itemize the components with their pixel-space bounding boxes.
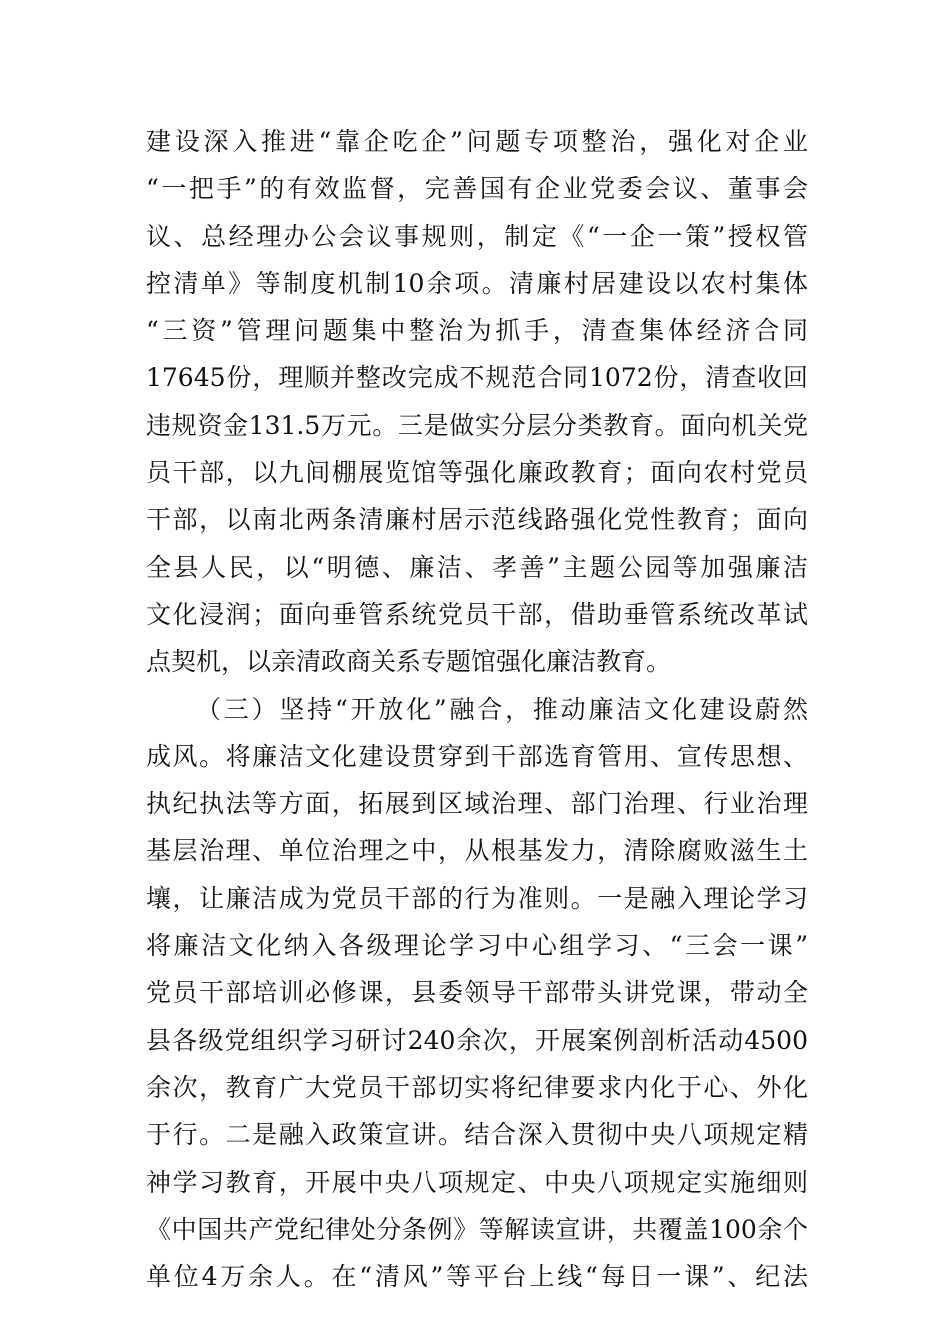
- text-line: “三资”管理问题集中整治为抓手，清查集体经济合同: [146, 316, 808, 346]
- text-line: 成风。将廉洁文化建设贯穿到干部选育管用、宣传思想、: [146, 741, 808, 771]
- text-line: “一把手”的有效监督，完善国有企业党委会议、董事会: [146, 174, 808, 204]
- text-line: 《中国共产党纪律处分条例》等解读宣讲，共覆盖100余个: [146, 1214, 808, 1244]
- text-line: 党员干部培训必修课，县委领导干部带头讲党课，带动全: [146, 978, 808, 1008]
- text-line: 议、总经理办公会议事规则，制定《“一企一策”授权管: [146, 221, 808, 251]
- text-line: 县各级党组织学习研讨240余次，开展案例剖析活动4500: [146, 1025, 808, 1055]
- text-line: 壤，让廉洁成为党员干部的行为准则。一是融入理论学习: [146, 883, 808, 913]
- text-line: 余次，教育广大党员干部切实将纪律要求内化于心、外化: [146, 1072, 808, 1102]
- text-line: 员干部，以九间棚展览馆等强化廉政教育；面向农村党员: [146, 458, 808, 488]
- text-line: 17645份，理顺并整改完成不规范合同1072份，清查收回: [146, 363, 808, 393]
- text-line: 建设深入推进“靠企吃企”问题专项整治，强化对企业: [146, 127, 808, 156]
- text-line: 于行。二是融入政策宣讲。结合深入贯彻中央八项规定精: [146, 1120, 808, 1150]
- text-line: 控清单》等制度机制10余项。清廉村居建设以农村集体: [146, 268, 808, 298]
- text-line: 全县人民，以“明德、廉洁、孝善”主题公园等加强廉洁: [146, 552, 808, 582]
- text-line: 文化浸润；面向垂管系统党员干部，借助垂管系统改革试: [146, 599, 808, 629]
- text-line: 单位4万余人。在“清风”等平台上线“每日一课”、纪法: [146, 1262, 808, 1292]
- text-line: 基层治理、单位治理之中，从根基发力，清除腐败滋生土: [146, 836, 808, 866]
- paragraph-last-line: 点契机，以亲清政商关系专题馆强化廉洁教育。: [146, 647, 672, 677]
- text-line: 违规资金131.5万元。三是做实分层分类教育。面向机关党: [146, 410, 808, 440]
- body-text: [146, 118, 808, 1300]
- text-line: 神学习教育，开展中央八项规定、中央八项规定实施细则: [146, 1167, 808, 1197]
- section-heading-line: （三）坚持“开放化”融合，推动廉洁文化建设蔚然: [196, 694, 808, 724]
- text-line: 将廉洁文化纳入各级理论学习中心组学习、“三会一课”: [146, 931, 808, 961]
- text-line: 干部，以南北两条清廉村居示范线路强化党性教育；面向: [146, 505, 808, 535]
- text-line: 执纪执法等方面，拓展到区域治理、部门治理、行业治理: [146, 789, 808, 819]
